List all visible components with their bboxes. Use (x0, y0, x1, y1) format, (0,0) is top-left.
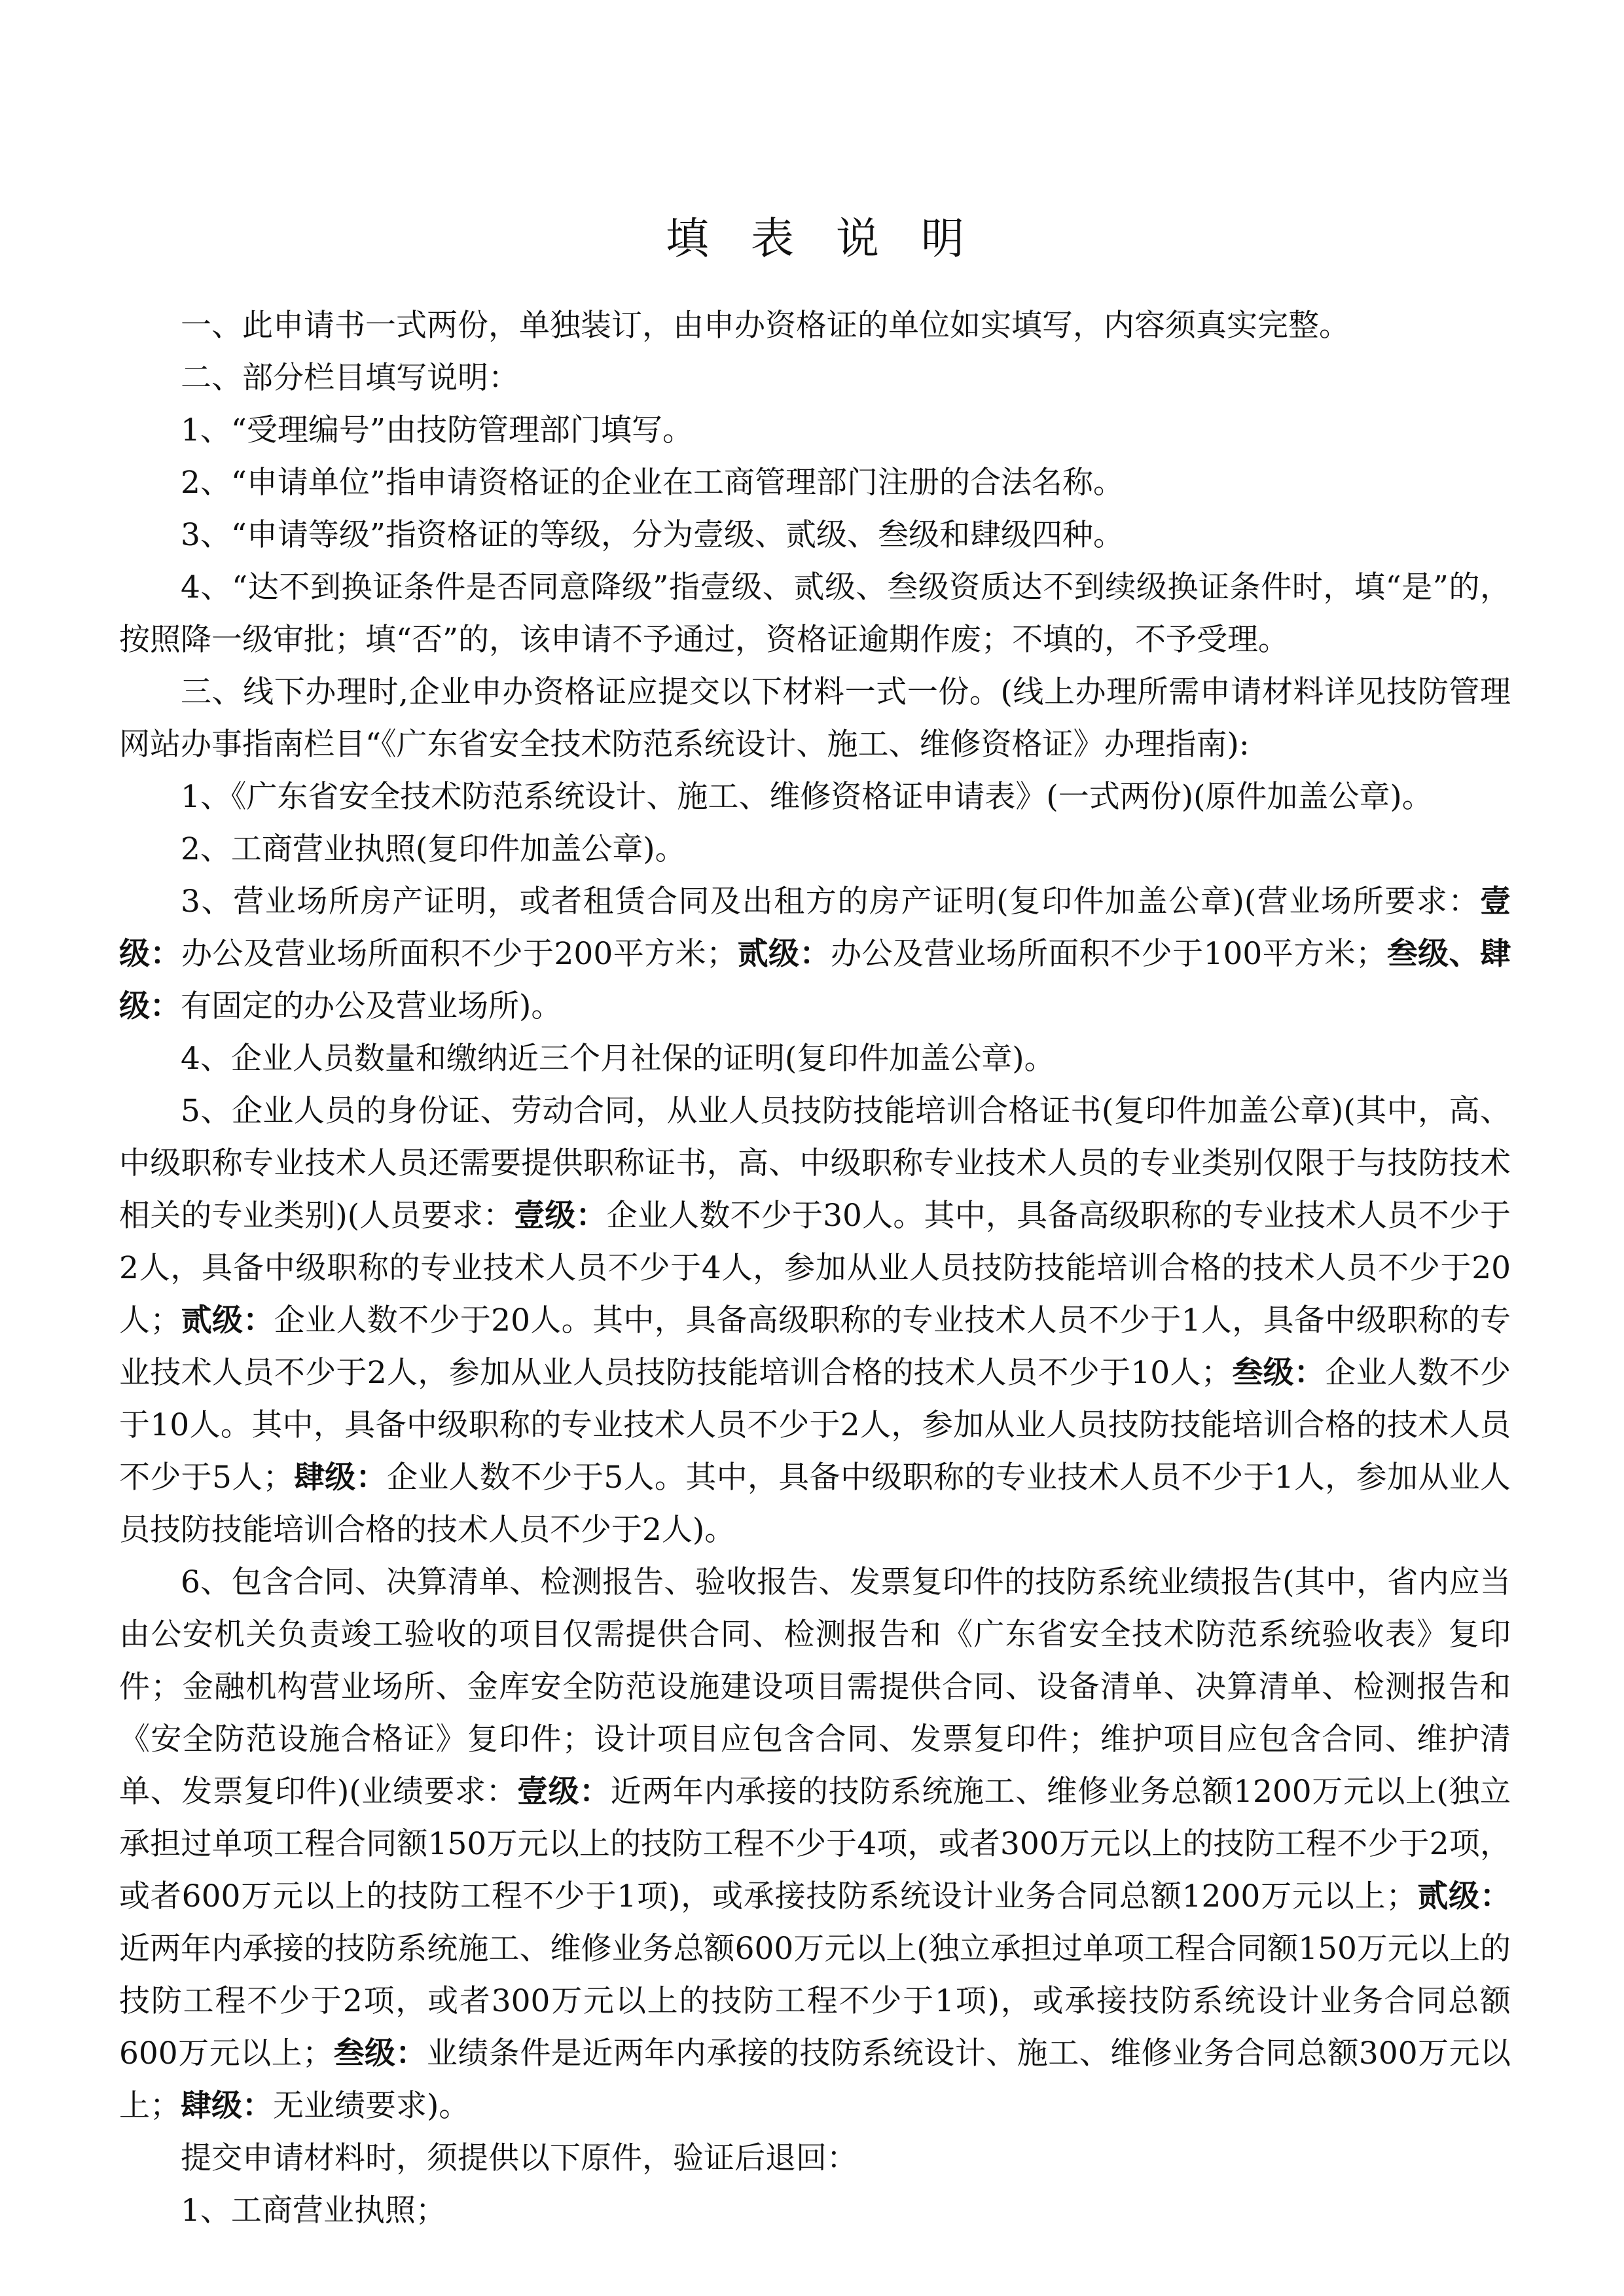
paragraph-text: 5、企业人员的身份证、劳动合同，从业人员技防技能培训合格证书(复印件加盖公章)(其中，高、中级职称专业技术人员还需要提供职称证书，高、中级职称专业技术人员的专业类别仅限于与技防技术相关的专业类别)(人员要求： (119, 1093, 1511, 1234)
paragraph (119, 2132, 1511, 2185)
paragraph-text: 6、包含合同、决算清单、检测报告、验收报告、发票复印件的技防系统业绩报告(其中，省内应当由公安机关负责竣工验收的项目仅需提供合同、检测报告和《广东省安全技术防范系统验收表》复印件；金融机构营业场所、金库安全防范设施建设项目需提供合同、设备清单、决算清单、检测报告和《安全防范设施合格证》复印件；设计项目应包含合同、发票复印件；维护项目应包含合同、维护清单、发票复印件)(业绩要求： (119, 1564, 1511, 1810)
paragraph (119, 823, 1511, 876)
paragraph-text: 2、工商营业执照(复印件加盖公章)。 (181, 831, 686, 867)
grade-label: 肆级： (293, 1460, 387, 1496)
paragraph-text: 企业人数不少于10人。其中，具备中级职称的专业技术人员不少于2人，参加从业人员技防技能培训合格的技术人员不少于5人； (119, 1355, 1511, 1496)
grade-label: 叁级： (1231, 1355, 1326, 1391)
paragraph-text: 4、“达不到换证条件是否同意降级”指壹级、贰级、叁级资质达不到续级换证条件时，填“是”的，按照降一级审批；填“否”的，该申请不予通过，资格证逾期作废；不填的，不予受理。 (119, 569, 1511, 658)
paragraph (119, 562, 1511, 666)
paragraph (119, 2185, 1511, 2237)
paragraph-text: 提交申请材料时，须提供以下原件，验证后退回： (181, 2140, 857, 2176)
paragraph (119, 876, 1511, 1033)
grade-label: 贰级： (1416, 1878, 1511, 1914)
paragraph (119, 1033, 1511, 1085)
paragraph-text: 办公及营业场所面积不少于100平方米； (830, 936, 1387, 972)
paragraph (119, 666, 1511, 771)
paragraph-text: 无业绩要求)。 (273, 2088, 470, 2124)
paragraph-text: 1、“受理编号”由技防管理部门填写。 (181, 412, 693, 448)
paragraph-text: 企业人数不少于5人。其中，具备中级职称的专业技术人员不少于1人，参加从业人员技防技能培训合格的技术人员不少于2人)。 (119, 1460, 1511, 1548)
paragraph (119, 1556, 1511, 2132)
grade-label: 叁级： (333, 2036, 427, 2072)
paragraph (119, 300, 1511, 352)
paragraph-text: 1、《广东省安全技术防范系统设计、施工、维修资格证申请表》(一式两份)(原件加盖公章)。 (181, 779, 1433, 815)
paragraph-text: 业绩条件是近两年内承接的技防系统设计、施工、维修业务合同总额300万元以上； (119, 2036, 1511, 2124)
grade-label: 叁级、肆级： (119, 936, 1511, 1024)
paragraph-text: 企业人数不少于30人。其中，具备高级职称的专业技术人员不少于2人，具备中级职称的专业技术人员不少于4人，参加从业人员技防技能培训合格的技术人员不少于20人； (119, 1198, 1511, 1338)
grade-label: 壹级： (119, 884, 1511, 972)
grade-label: 肆级： (181, 2088, 273, 2124)
paragraph-text: 一、此申请书一式两份，单独装订，由申办资格证的单位如实填写，内容须真实完整。 (181, 308, 1350, 344)
paragraph (119, 352, 1511, 404)
paragraph (119, 771, 1511, 823)
grade-label: 贰级： (181, 1302, 274, 1338)
grade-label: 壹级： (514, 1198, 607, 1234)
paragraph-text: 办公及营业场所面积不少于200平方米； (181, 936, 738, 972)
paragraph-text: 2、“申请单位”指申请资格证的企业在工商管理部门注册的合法名称。 (181, 465, 1124, 501)
paragraph-text: 近两年内承接的技防系统施工、维修业务总额1200万元以上(独立承担过单项工程合同额150万元以上的技防工程不少于4项，或者300万元以上的技防工程不少于2项，或者600万元以上的技防工程不少于1项)，或承接技防系统设计业务合同总额1200万元以上； (119, 1774, 1511, 1914)
document-page (119, 209, 1511, 2237)
paragraph-text: 三、线下办理时,企业申办资格证应提交以下材料一式一份。(线上办理所需申请材料详见技防管理网站办事指南栏目“《广东省安全技术防范系统设计、施工、维修资格证》办理指南): (119, 674, 1511, 762)
paragraph-text: 4、企业人员数量和缴纳近三个月社保的证明(复印件加盖公章)。 (181, 1041, 1055, 1077)
paragraph-text: 1、工商营业执照； (181, 2193, 446, 2229)
grade-label: 壹级： (517, 1774, 611, 1810)
page-title: 填表说明 (666, 213, 1006, 264)
paragraph (119, 1085, 1511, 1556)
grade-label: 贰级： (737, 936, 831, 972)
paragraph-text: 企业人数不少于20人。其中，具备高级职称的专业技术人员不少于1人，具备中级职称的专业技术人员不少于2人，参加从业人员技防技能培训合格的技术人员不少于10人； (119, 1302, 1511, 1391)
paragraph-text: 3、“申请等级”指资格证的等级，分为壹级、贰级、叁级和肆级四种。 (181, 517, 1124, 553)
paragraph-text: 3、营业场所房产证明，或者租赁合同及出租方的房产证明(复印件加盖公章)(营业场所要求： (181, 884, 1480, 920)
paragraph-text: 近两年内承接的技防系统施工、维修业务总额600万元以上(独立承担过单项工程合同额150万元以上的技防工程不少于2项，或者300万元以上的技防工程不少于1项)，或承接技防系统设计业务合同总额600万元以上； (119, 1931, 1511, 2072)
paragraph (119, 457, 1511, 509)
document-body (119, 300, 1511, 2237)
paragraph (119, 404, 1511, 457)
paragraph-text: 二、部分栏目填写说明： (181, 360, 519, 396)
paragraph (119, 509, 1511, 562)
paragraph-text: 有固定的办公及营业场所)。 (181, 988, 562, 1024)
